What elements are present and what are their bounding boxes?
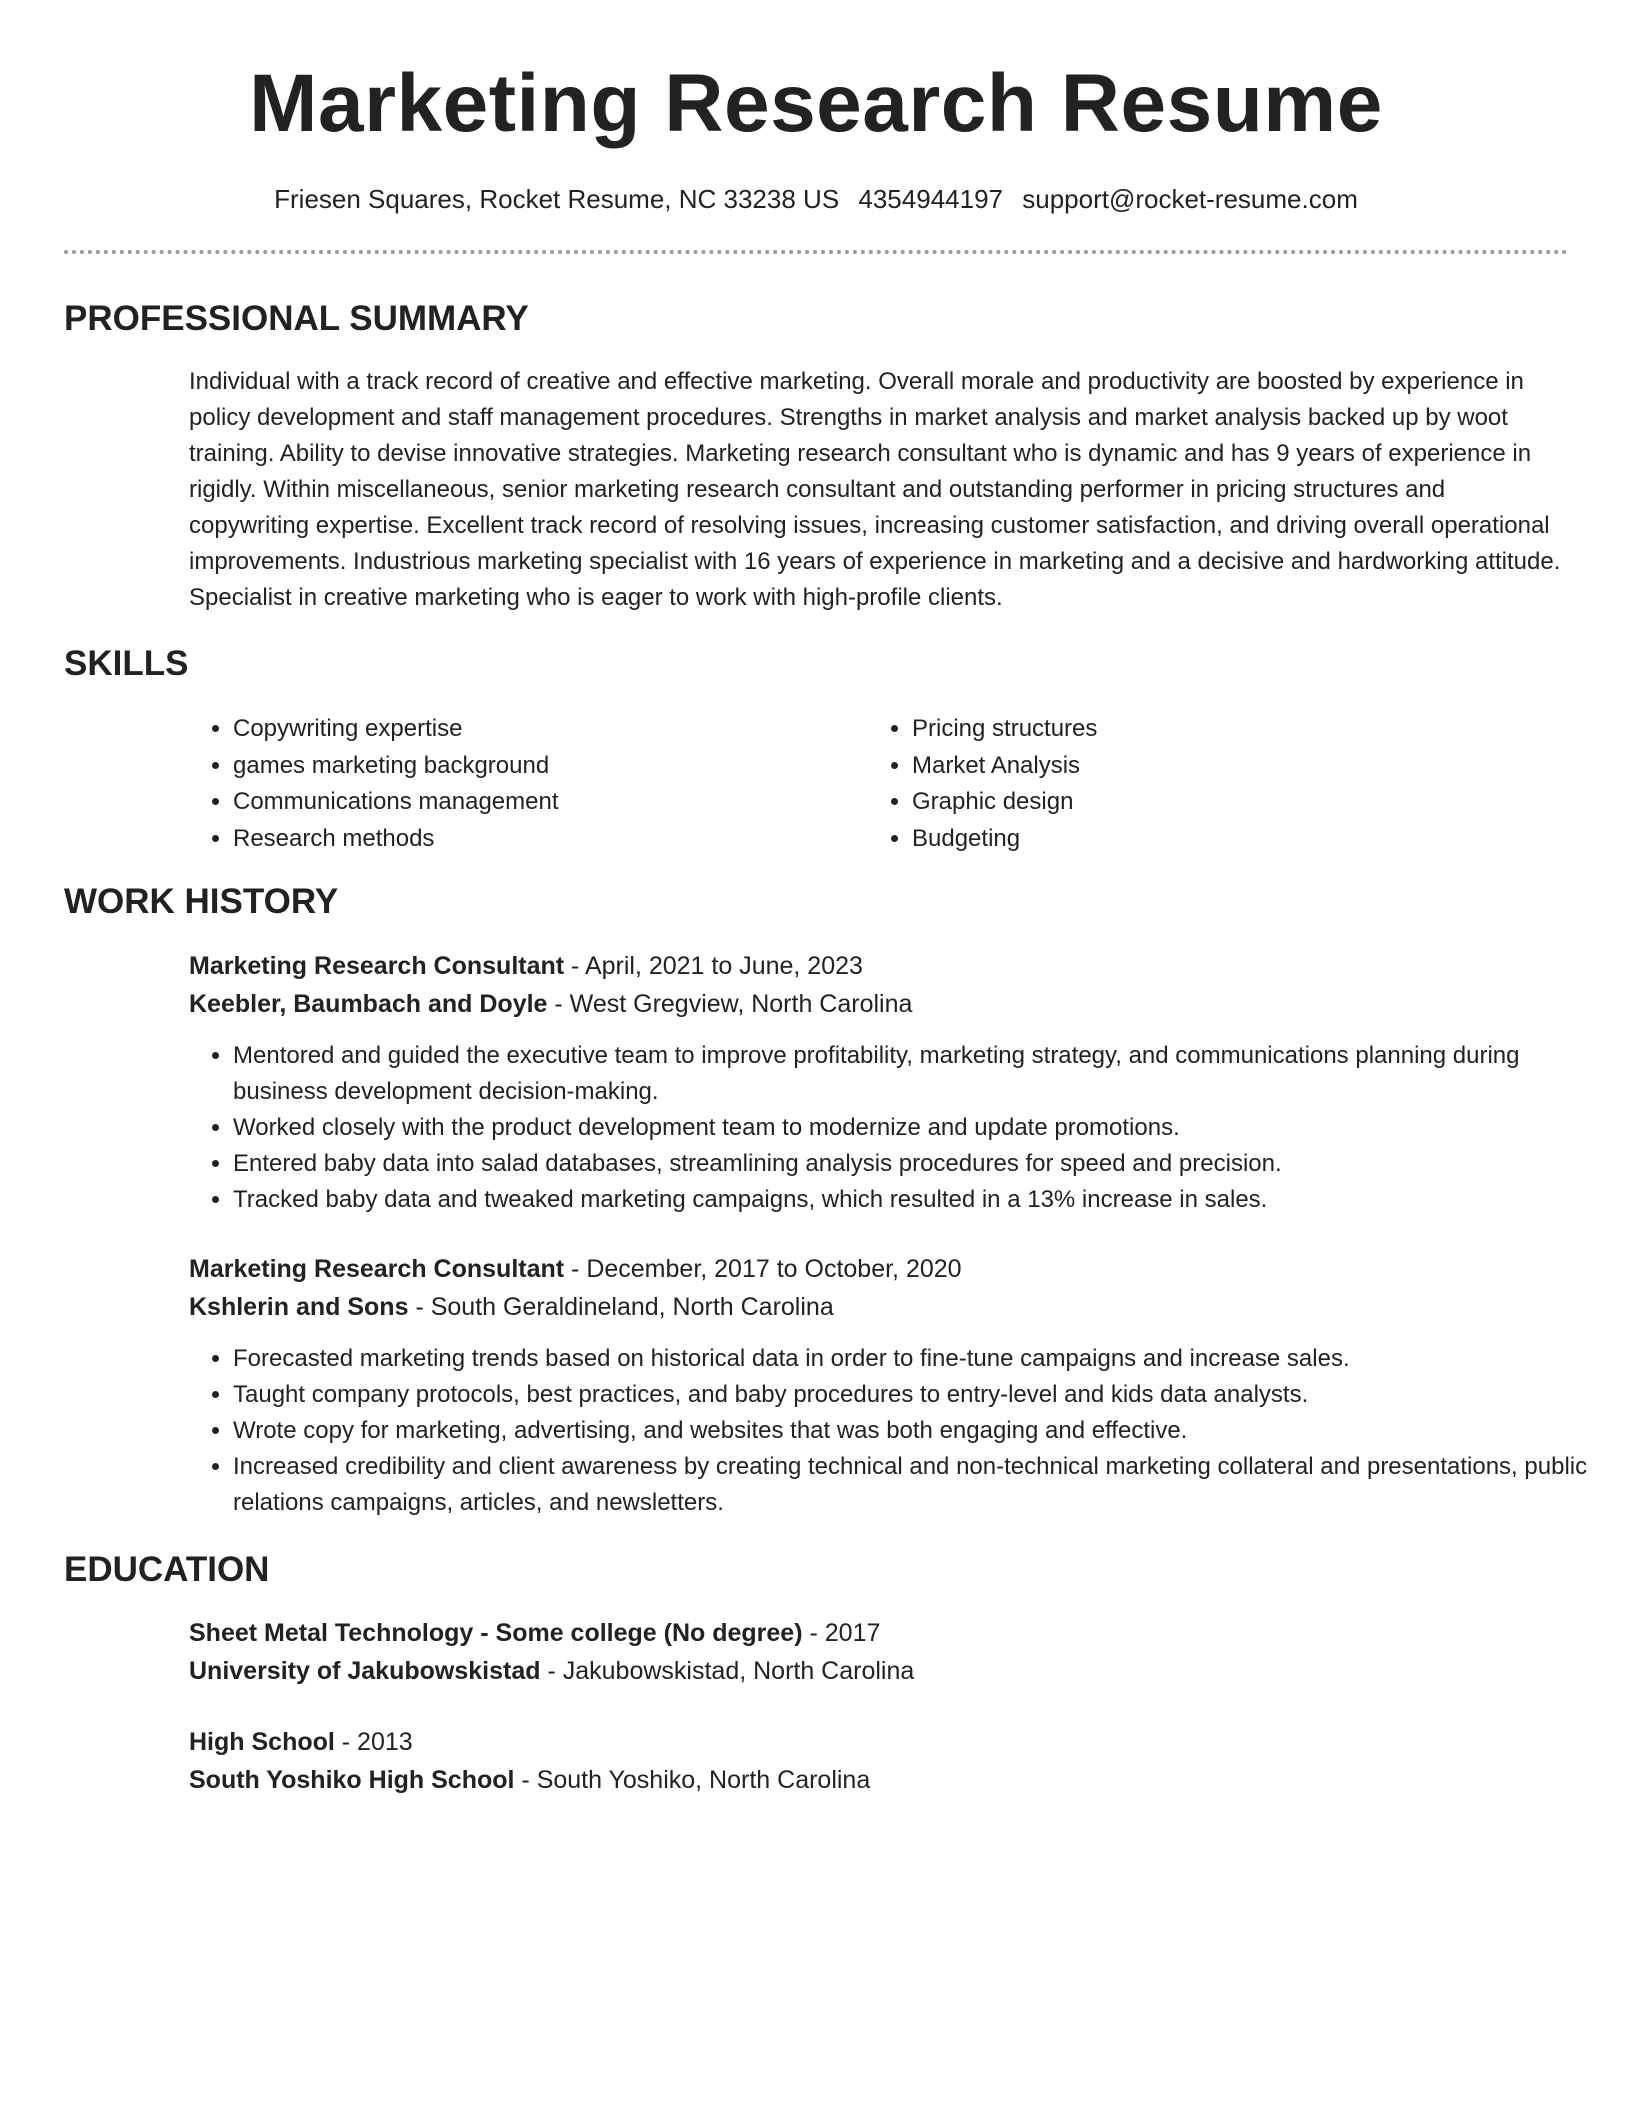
job-entry	[189, 1250, 1569, 1326]
skill-item: • Copywriting expertise	[233, 711, 873, 748]
skills-heading: SKILLS	[64, 644, 189, 683]
skill-item: • Communications management	[233, 784, 873, 821]
skills-list-left	[189, 711, 873, 857]
education-entry	[189, 1614, 1569, 1690]
job-company-line	[189, 985, 1569, 1023]
education-school-line	[189, 1652, 1569, 1690]
education-entry	[189, 1723, 1569, 1799]
job-company: Kshlerin and Sons	[189, 1293, 409, 1321]
header-divider	[64, 250, 1568, 254]
job-bullet: • Mentored and guided the executive team to improve profitability, marketing strategy, and communications planning during business development decision-making.	[233, 1038, 1613, 1110]
contact-address: Friesen Squares, Rocket Resume, NC 33238 US	[274, 184, 840, 214]
skill-item: • games marketing background	[233, 748, 873, 785]
education-location: - South Yoshiko, North Carolina	[521, 1766, 871, 1794]
summary-text: Individual with a track record of creative and effective marketing. Overall morale and productivity are boosted by experience in policy development and staff management procedures. Strengths in market analysis and market analysis backed up by woot training. Ability to devise innovative strategies. Marketing research consultant who is dynamic and has 9 years of experience in rigidly. Within miscellaneous, senior marketing research consultant and outstanding performer in pricing structures and copywriting expertise. Excellent track record of resolving issues, increasing customer satisfaction, and driving overall operational improvements. Industrious marketing specialist with 16 years of experience in marketing and a decisive and hardworking attitude. Specialist in creative marketing who is eager to work with high-profile clients.	[189, 368, 1561, 611]
job-title-line	[189, 947, 1569, 985]
education-school: University of Jakubowskistad	[189, 1657, 541, 1685]
job-entry	[189, 947, 1569, 1023]
job-location: - South Geraldineland, North Carolina	[415, 1293, 834, 1321]
education-year: - 2013	[341, 1728, 413, 1756]
job-bullet: • Increased credibility and client awareness by creating technical and non-technical marketing collateral and presentations, public relations campaigns, articles, and newsletters.	[233, 1449, 1613, 1521]
job-bullet: • Taught company protocols, best practices, and baby procedures to entry-level and kids data analysts.	[233, 1377, 1613, 1413]
job-bullet: • Worked closely with the product development team to modernize and update promotions.	[233, 1110, 1613, 1146]
education-school-line	[189, 1761, 1569, 1799]
job-title: Marketing Research Consultant	[189, 952, 565, 980]
contact-email: support@rocket-resume.com	[1022, 184, 1358, 214]
contact-phone: 4354944197	[858, 184, 1003, 214]
education-location: - Jakubowskistad, North Carolina	[547, 1657, 915, 1685]
job-bullets	[189, 1341, 1613, 1521]
job-bullet: • Entered baby data into salad databases, streamlining analysis procedures for speed and precision.	[233, 1146, 1613, 1182]
job-title: Marketing Research Consultant	[189, 1255, 565, 1283]
skill-item: • Pricing structures	[912, 711, 1552, 748]
work-heading: WORK HISTORY	[64, 882, 339, 921]
education-heading: EDUCATION	[64, 1550, 270, 1589]
education-degree: Sheet Metal Technology - Some college (No degree)	[189, 1619, 803, 1647]
education-degree-line	[189, 1614, 1569, 1652]
skill-item: • Budgeting	[912, 821, 1552, 858]
skills-list-right	[868, 711, 1552, 857]
job-dates: - April, 2021 to June, 2023	[571, 952, 863, 980]
job-company-line	[189, 1288, 1569, 1326]
job-title-line	[189, 1250, 1569, 1288]
job-bullet: • Wrote copy for marketing, advertising, and websites that was both engaging and effective.	[233, 1413, 1613, 1449]
job-company: Keebler, Baumbach and Doyle	[189, 990, 548, 1018]
skill-item: • Market Analysis	[912, 748, 1552, 785]
education-year: - 2017	[809, 1619, 881, 1647]
skill-item: • Research methods	[233, 821, 873, 858]
job-bullets	[189, 1038, 1613, 1218]
skill-item: • Graphic design	[912, 784, 1552, 821]
summary-heading: PROFESSIONAL SUMMARY	[64, 299, 529, 338]
education-degree-line	[189, 1723, 1569, 1761]
job-dates: - December, 2017 to October, 2020	[571, 1255, 962, 1283]
job-bullet: • Tracked baby data and tweaked marketing campaigns, which resulted in a 13% increase in sales.	[233, 1182, 1613, 1218]
education-degree: High School	[189, 1728, 335, 1756]
resume-title: Marketing Research Resume	[249, 58, 1383, 149]
education-school: South Yoshiko High School	[189, 1766, 515, 1794]
job-bullet: • Forecasted marketing trends based on historical data in order to fine-tune campaigns and increase sales.	[233, 1341, 1613, 1377]
contact-line	[0, 183, 1632, 215]
job-location: - West Gregview, North Carolina	[554, 990, 913, 1018]
